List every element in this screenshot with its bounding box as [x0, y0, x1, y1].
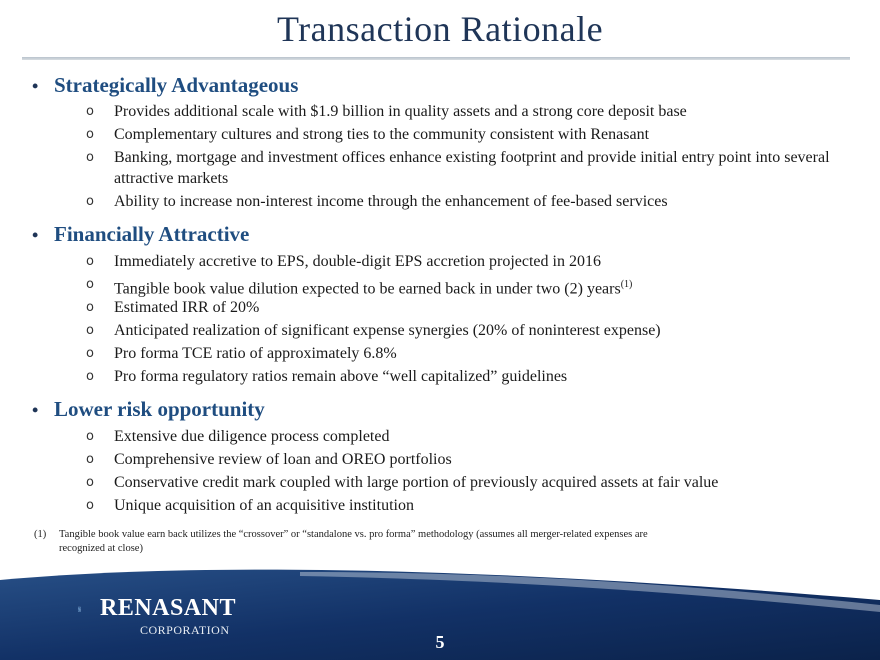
circle-bullet-icon: o — [86, 194, 94, 209]
bullet-icon: • — [32, 76, 39, 96]
logo-subtitle: CORPORATION — [140, 623, 230, 637]
circle-bullet-icon: o — [86, 346, 94, 361]
bullet-icon: • — [32, 400, 39, 420]
title-divider — [22, 57, 850, 60]
list-item-text: Banking, mortgage and investment offices enhance existing footprint and provide initial entry point into several attractive markets — [114, 149, 830, 187]
list-item — [86, 320, 846, 341]
list-item — [86, 426, 846, 447]
list-item — [86, 343, 846, 364]
list-item-text: Comprehensive review of loan and OREO portfolios — [114, 451, 452, 468]
section-heading-strategic — [32, 73, 298, 98]
section-heading-risk — [32, 397, 265, 422]
list-item — [86, 495, 846, 516]
page-number: 5 — [435, 632, 445, 652]
list-item-text: Unique acquisition of an acquisitive institution — [114, 497, 414, 514]
list-item — [86, 366, 846, 387]
section-heading-financial — [32, 222, 249, 247]
logo-wordmark: RENASANT — [100, 595, 237, 621]
bullet-icon: • — [32, 225, 39, 245]
circle-bullet-icon: o — [86, 429, 94, 444]
list-item-text: Extensive due diligence process completed — [114, 428, 390, 445]
circle-bullet-icon: o — [86, 323, 94, 338]
list-item — [86, 274, 846, 299]
list-item — [86, 251, 846, 272]
section-heading-label: Lower risk opportunity — [54, 397, 265, 421]
circle-bullet-icon: o — [86, 369, 94, 384]
list-item-text: Complementary cultures and strong ties to the community consistent with Renasant — [114, 126, 650, 143]
list-item — [86, 101, 846, 122]
list-item-text: Anticipated realization of significant expense synergies (20% of noninterest expense) — [114, 322, 661, 339]
list-item-text: Ability to increase non-interest income through the enhancement of fee-based services — [114, 193, 668, 210]
circle-bullet-icon: o — [86, 150, 94, 165]
list-item — [86, 124, 846, 145]
list-item — [86, 449, 846, 470]
circle-bullet-icon: o — [86, 452, 94, 467]
list-item-text: Pro forma TCE ratio of approximately 6.8% — [114, 345, 397, 362]
list-item-text: Conservative credit mark coupled with large portion of previously acquired assets at fair value — [114, 474, 719, 491]
list-item-text: Provides additional scale with $1.9 billion in quality assets and a strong core deposit base — [114, 103, 687, 120]
renasant-logo-mark-icon — [78, 590, 100, 630]
footnote-reference: (1) — [620, 279, 633, 290]
section-heading-label: Strategically Advantageous — [54, 73, 299, 97]
list-item — [86, 191, 846, 212]
list-item — [86, 297, 846, 318]
section-heading-label: Financially Attractive — [54, 222, 250, 246]
list-item-text: Tangible book value dilution expected to be earned back in under two (2) years — [114, 280, 621, 298]
circle-bullet-icon: o — [86, 254, 94, 269]
circle-bullet-icon: o — [86, 300, 94, 315]
circle-bullet-icon: o — [86, 104, 94, 119]
list-item — [86, 472, 846, 493]
list-item — [86, 147, 846, 189]
list-item-text: Estimated IRR of 20% — [114, 299, 260, 316]
footnote-marker: (1) — [34, 529, 47, 540]
footnote-text: Tangible book value earn back utilizes the “crossover” or “standalone vs. pro forma” methodology (assumes all merger-related expenses are recognized at close) — [59, 529, 648, 554]
slide-title: Transaction Rationale — [276, 9, 604, 49]
circle-bullet-icon: o — [86, 277, 94, 292]
circle-bullet-icon: o — [86, 475, 94, 490]
list-item-text: Immediately accretive to EPS, double-digit EPS accretion projected in 2016 — [114, 253, 601, 270]
circle-bullet-icon: o — [86, 498, 94, 513]
list-item-text: Pro forma regulatory ratios remain above “well capitalized” guidelines — [114, 368, 568, 385]
circle-bullet-icon: o — [86, 127, 94, 142]
